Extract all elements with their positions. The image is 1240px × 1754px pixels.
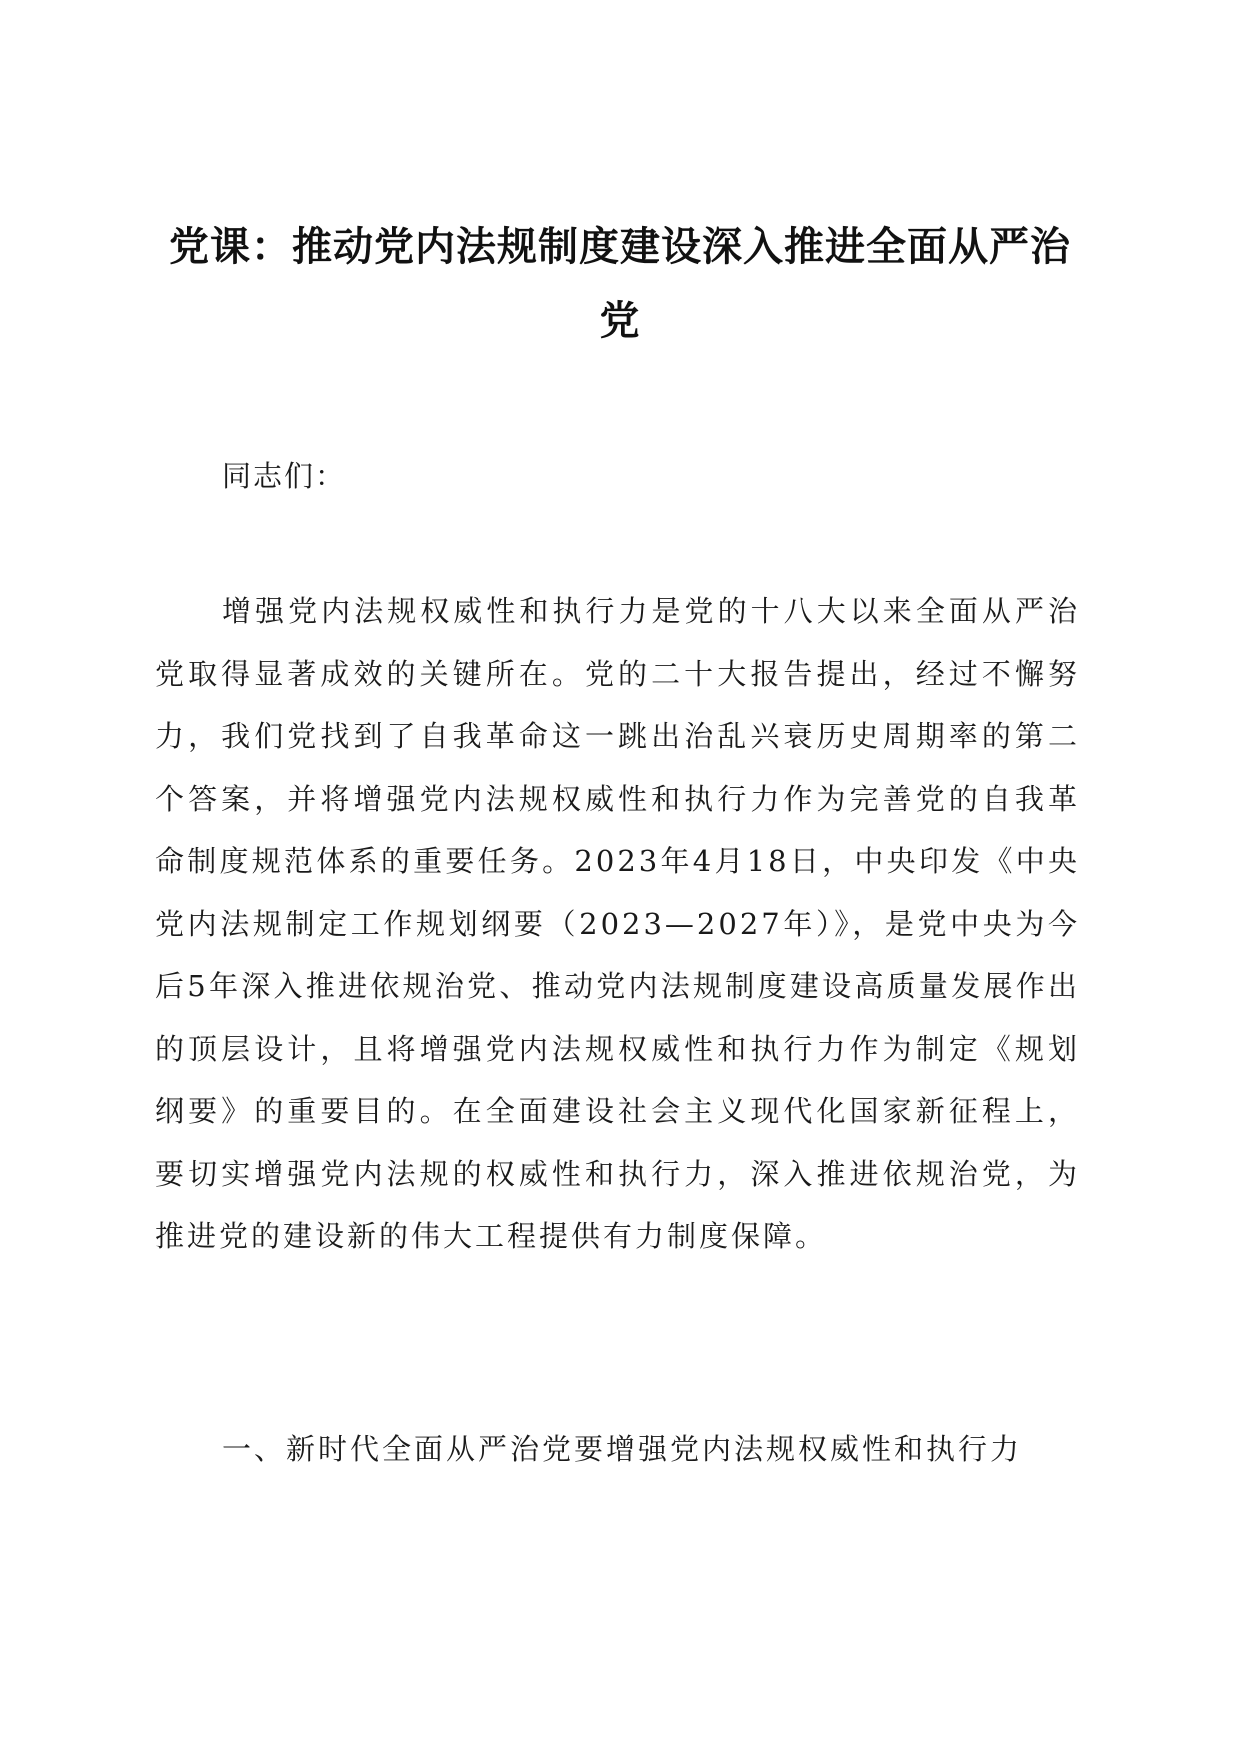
document-title: 党课：推动党内法规制度建设深入推进全面从严治党	[169, 224, 1071, 344]
section-heading: 一、新时代全面从严治党要增强党内法规权威性和执行力	[222, 1432, 1023, 1466]
body-paragraph: 增强党内法规权威性和执行力是党的十八大以来全面从严治党取得显著成效的关键所在。党的二十大报告提出，经过不懈努力，我们党找到了自我革命这一跳出治乱兴衰历史周期率的第二个答案，并将增强党内法规权威性和执行力作为完善党的自我革命制度规范体系的重要任务。2023年4月18日，中央印发《中央党内法规制定工作规划纲要（2023—2027年）》，是党中央为今后5年深入推进依规治党、推动党内法规制度建设高质量发展作出的顶层设计，且将增强党内法规权威性和执行力作为制定《规划纲要》的重要目的。在全面建设社会主义现代化国家新征程上，要切实增强党内法规的权威性和执行力，深入推进依规治党，为推进党的建设新的伟大工程提供有力制度保障。	[155, 594, 1080, 1253]
salutation: 同志们：	[222, 459, 347, 493]
